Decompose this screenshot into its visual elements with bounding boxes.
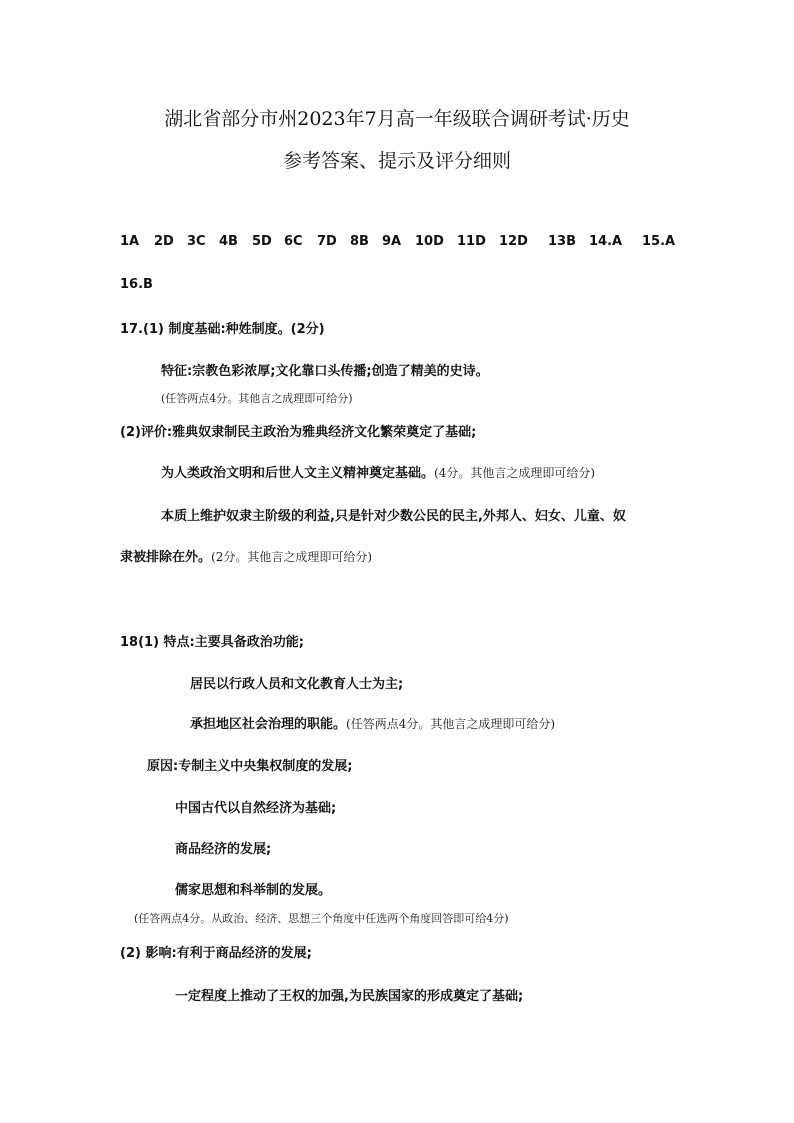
answer-13: 13B [548, 234, 576, 249]
q17-part2-line2-text: 为人类政治文明和后世人文主义精神奠定基础。 [161, 466, 435, 481]
q18-part1-feature3-text: 承担地区社会治理的职能。 [190, 717, 347, 732]
answer-5: 5D [252, 234, 272, 249]
answer-6: 6C [284, 234, 303, 249]
q18-reason-title: 原因:专制主义中央集权制度的发展; [147, 759, 353, 774]
q18-part1-feature2: 居民以行政人员和文化教育人士为主; [190, 677, 404, 692]
answer-11: 11D [457, 234, 486, 249]
answer-9: 9A [382, 234, 402, 249]
page-title: 湖北省部分市州2023年7月高一年级联合调研考试·历史 [164, 108, 630, 130]
q17-part1-title: 17.(1) 制度基础:种姓制度。(2分) [120, 322, 325, 337]
answer-14: 14.A [589, 234, 623, 249]
q17-part2-line4 [120, 546, 372, 565]
answer-15: 15.A [642, 234, 676, 249]
q17-part1-features: 特征:宗教色彩浓厚;文化靠口头传播;创造了精美的史诗。 [161, 364, 489, 379]
answer-12: 12D [499, 234, 528, 249]
answer-1: 1A [120, 234, 140, 249]
q17-part2-line4-note: (2分。其他言之成理即可给分) [211, 550, 373, 564]
q18-part1-feature3 [190, 713, 555, 732]
q18-reason-note: (任答两点4分。从政治、经济、思想三个角度中任选两个角度回答即可给4分) [134, 912, 509, 925]
answer-3: 3C [187, 234, 206, 249]
q18-part1-title: 18(1) 特点:主要具备政治功能; [120, 635, 304, 650]
q18-part2-title: (2) 影响:有利于商品经济的发展; [120, 946, 312, 961]
answer-8: 8B [350, 234, 369, 249]
q17-part1-note: (任答两点4分。其他言之成理即可给分) [161, 392, 353, 405]
answer-7: 7D [317, 234, 337, 249]
q18-part2-line2: 一定程度上推动了王权的加强,为民族国家的形成奠定了基础; [175, 989, 524, 1004]
q17-part2-line3: 本质上维护奴隶主阶级的利益,只是针对少数公民的民主,外邦人、妇女、儿童、奴 [161, 509, 626, 524]
q17-part2-line2 [161, 462, 595, 481]
answer-2: 2D [154, 234, 174, 249]
q18-reason-4: 儒家思想和科举制的发展。 [175, 883, 332, 898]
q18-part1-feature3-note: (任答两点4分。其他言之成理即可给分) [346, 717, 556, 731]
q17-part2-line2-note: (4分。其他言之成理即可给分) [434, 466, 596, 480]
q18-reason-3: 商品经济的发展; [175, 842, 272, 857]
q17-part2-line4-text: 隶被排除在外。 [120, 550, 212, 565]
answer-10: 10D [415, 234, 444, 249]
q18-reason-2: 中国古代以自然经济为基础; [175, 801, 337, 816]
page-subtitle: 参考答案、提示及评分细则 [282, 150, 511, 172]
answer-4: 4B [219, 234, 238, 249]
answer-16: 16.B [120, 277, 153, 292]
q17-part2-title: (2)评价:雅典奴隶制民主政治为雅典经济文化繁荣奠定了基础; [120, 425, 477, 440]
